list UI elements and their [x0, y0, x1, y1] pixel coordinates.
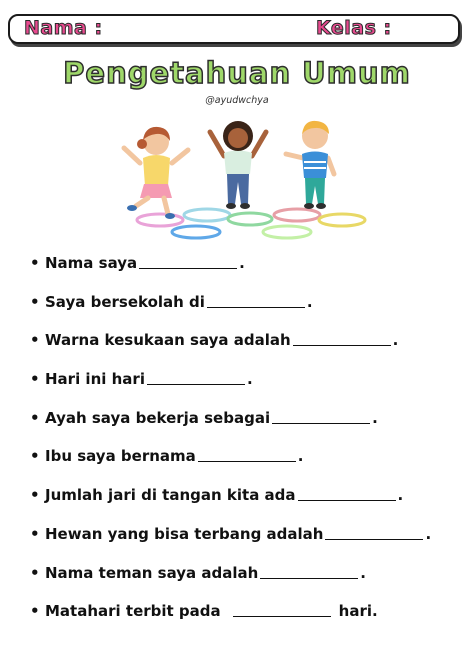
bullet-icon: •	[30, 447, 40, 466]
question-text: Jumlah jari di tangan kita ada	[45, 486, 296, 505]
question-item	[30, 331, 460, 370]
question-end: .	[397, 486, 404, 505]
question-item	[30, 564, 460, 603]
author-credit: @ayudwchya	[205, 95, 269, 106]
girl-jumping	[124, 127, 188, 219]
answer-blank[interactable]	[260, 564, 358, 579]
bullet-icon: •	[30, 408, 40, 427]
question-text: Hewan yang bisa terbang adalah	[45, 524, 324, 543]
question-text: Warna kesukaan saya adalah	[45, 331, 291, 350]
answer-blank[interactable]	[139, 254, 237, 269]
boy-waving	[286, 121, 334, 209]
answer-blank[interactable]	[298, 486, 396, 501]
question-item	[30, 409, 460, 448]
question-end: .	[306, 292, 313, 311]
bullet-icon: •	[30, 524, 40, 543]
question-item	[30, 447, 460, 486]
question-end: .	[392, 331, 399, 350]
question-end: .	[246, 370, 253, 389]
student-info-box	[8, 14, 460, 44]
bullet-icon: •	[30, 331, 40, 350]
answer-blank[interactable]	[233, 602, 331, 617]
question-list	[30, 254, 460, 641]
question-text: Saya bersekolah di	[45, 292, 205, 311]
question-end: .	[360, 563, 366, 582]
bullet-icon: •	[30, 292, 40, 311]
question-text: Nama saya	[45, 254, 138, 272]
girl-waving	[210, 121, 266, 209]
question-item	[30, 293, 460, 332]
question-text: Ayah saya bekerja sebagai	[45, 408, 271, 427]
question-text: Ibu saya bernama	[45, 447, 196, 466]
question-item	[30, 602, 460, 641]
bullet-icon: •	[30, 370, 40, 389]
question-item	[30, 370, 460, 409]
answer-blank[interactable]	[207, 293, 305, 308]
question-text: Nama teman saya adalah	[45, 563, 259, 582]
bullet-icon: •	[30, 563, 40, 582]
question-text: Matahari terbit pada	[45, 602, 221, 621]
answer-blank[interactable]	[147, 370, 245, 385]
question-item	[30, 525, 460, 564]
question-end: .	[372, 408, 378, 427]
question-end: .	[297, 447, 304, 466]
question-end: hari.	[338, 602, 378, 621]
question-item	[30, 254, 460, 293]
answer-blank[interactable]	[272, 409, 370, 424]
worksheet-title: Pengetahuan Umum	[63, 56, 411, 90]
kelas-label: Kelas :	[316, 17, 392, 39]
children-playing-illustration	[110, 108, 370, 246]
answer-blank[interactable]	[325, 525, 423, 540]
bullet-icon: •	[30, 602, 40, 621]
answer-blank[interactable]	[198, 447, 296, 462]
question-end: .	[425, 524, 432, 543]
nama-label: Nama :	[24, 17, 103, 39]
question-end: .	[239, 254, 245, 272]
bullet-icon: •	[30, 486, 40, 505]
bullet-icon: •	[30, 254, 40, 272]
question-item	[30, 486, 460, 525]
question-text: Hari ini hari	[45, 370, 145, 389]
answer-blank[interactable]	[293, 331, 391, 346]
